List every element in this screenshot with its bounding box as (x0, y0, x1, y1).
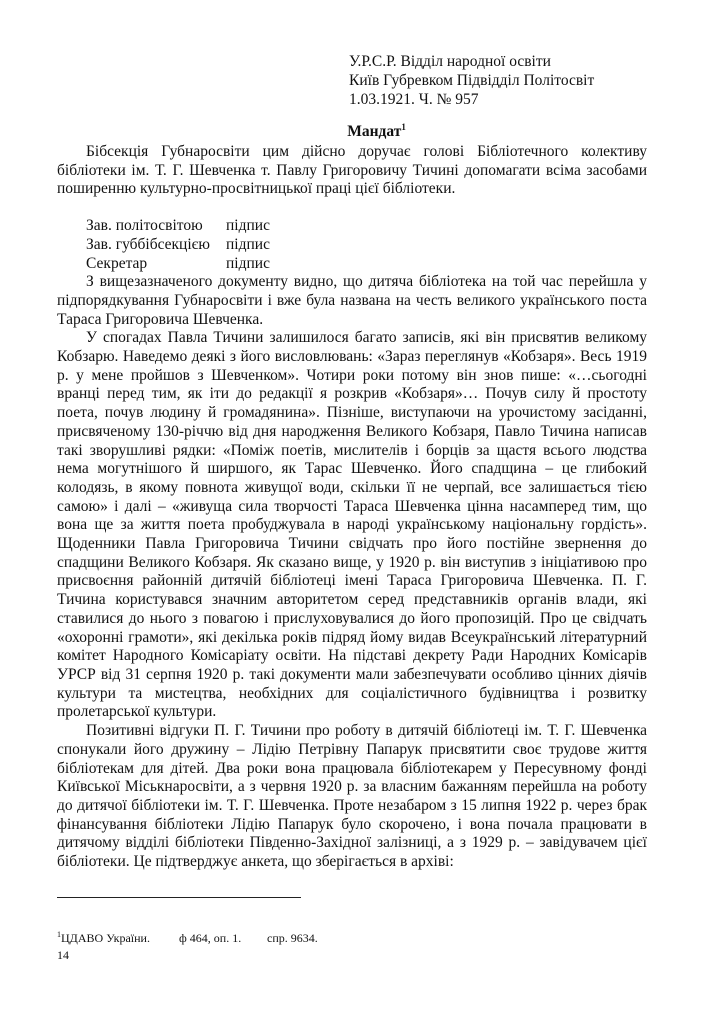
mandate-title-text: Мандат (347, 123, 402, 140)
signature-mark: підпис (226, 235, 270, 253)
footnote-item: спр. 9634. (267, 931, 318, 945)
body-paragraph: Позитивні відгуки П. Г. Тичини про роботу в дитячій бібліотеці ім. Т. Г. Шевченка спонукали його дружину – Лідію Петрівну Папарук присвятити своє трудове життя бібліотекам для дітей. Два роки вона працювала бібліотекарем у Пересувному фонді Київської Міськнаросвіти, а з червня 1920 р. за власним бажанням перейшла на роботу до дитячої бібліотеки ім. Т. Г. Шевченка. Проте незабаром з 15 липня 1922 р. через брак фінансування бібліотеки Лідію Папарук було скорочено, і вона почала працювати в дитячому відділі бібліотеки Південно-Західної залізниці, а з 1929 р. – завідувачем цієї бібліотеки. Це підтверджує анкета, що зберігається в архіві: (57, 722, 647, 871)
header-line-2: Київ Губревком Підвідділ Політосвіт (349, 72, 595, 89)
footnote (57, 930, 318, 946)
footnote-fond: ф 464, оп. 1. (179, 931, 242, 945)
signature-line (86, 236, 647, 255)
mandate-paragraph: Бібсекція Губнаросвіти цим дійсно доручає голові Бібліотечного колективу бібліотеки ім. Т. Г. Шевченка т. Павлу Григоровичу Тичині допомагати всіма засобами поширенню культурно-просвітницької праці цієї бібліотеки. (57, 143, 647, 198)
footnote-divider (57, 897, 301, 898)
signature-role: Зав. губбібсекцією (86, 235, 210, 253)
signature-mark: підпис (226, 254, 270, 272)
signature-line (86, 217, 647, 236)
footnote-archive: ЦДАВО України. (61, 931, 150, 945)
footnote-reference: 1 (401, 121, 406, 132)
spacer (57, 199, 647, 217)
signature-line (86, 255, 647, 274)
page-number: 14 (57, 948, 69, 962)
signature-mark: підпис (226, 217, 270, 235)
header-line-3: 1.03.1921. Ч. № 957 (349, 91, 479, 108)
signature-role: Зав. політосвітою (86, 217, 203, 235)
body-paragraph: У спогадах Павла Тичини залишилося багато записів, які він присвятив великому Кобзарю. Наведемо деякі з його висловлювань: «Зараз переглянув «Кобзаря». Весь 1919 р. у мене пройшов з Шевченком». Чотири роки потому він знов пише: «…сьогодні вранці перед тим, як іти до редакції я розкрив «Кобзаря»… Почув силу й простоту поета, почув людину й громадянина». Пізніше, виступаючи на урочистому засіданні, присвяченому 130-річчю від дня народження Великого Кобзаря, Павло Тичина написав такі зворушливі рядки: «Поміж поетів, мислителів і борців за щастя всього людства нема могутнішого й ширшого, як Тарас Шевченко. Його спадщина – це глибокий колодязь, в якому повнота живущої води, скільки її не черпай, все залишається тією самою» і далі – «живуща сила творчості Тараса Шевченка цінна насамперед тим, що вона ще за життя поета пробуджувала в народі українському національну гордість». Щоденники Павла Григоровича Тичини свідчать про його постійне звернення до спадщини Великого Кобзаря. Як сказано вище, у 1920 р. він виступив з ініціативою про присвоєння районній дитячій бібліотеці імені Тараса Григоровича Шевченка. П. Г. Тичина користувався значним авторитетом серед представників органів влади, які ставилися до нього з повагою і прислуховувалися до його пропозицій. Про це свідчать «охоронні грамоти», які декілька років підряд йому видав Всеукраїнський літературний комітет Народного Комісаріату освіти. На підставі декрету Ради Народних Комісарів УРСР від 31 серпня 1920 р. такі документи мали забезпечувати особливо цінних діячів культури та мистецтва, необхідних для соціалістичного будівництва і розвитку пролетарської культури. (57, 329, 647, 721)
body-paragraph: З вищезазначеного документу видно, що дитяча бібліотека на той час перейшла у підпорядкування Губнаросвіти і вже була названа на честь великого українського поста Тараса Григоровича Шевченка. (57, 273, 647, 328)
header-line-1: У.Р.С.Р. Відділ народної освіти (349, 53, 551, 70)
document-body (57, 143, 647, 872)
document-header (349, 52, 594, 109)
signature-role: Секретар (86, 254, 148, 272)
mandate-title (0, 123, 723, 141)
footnote-mark: 1 (57, 930, 61, 939)
